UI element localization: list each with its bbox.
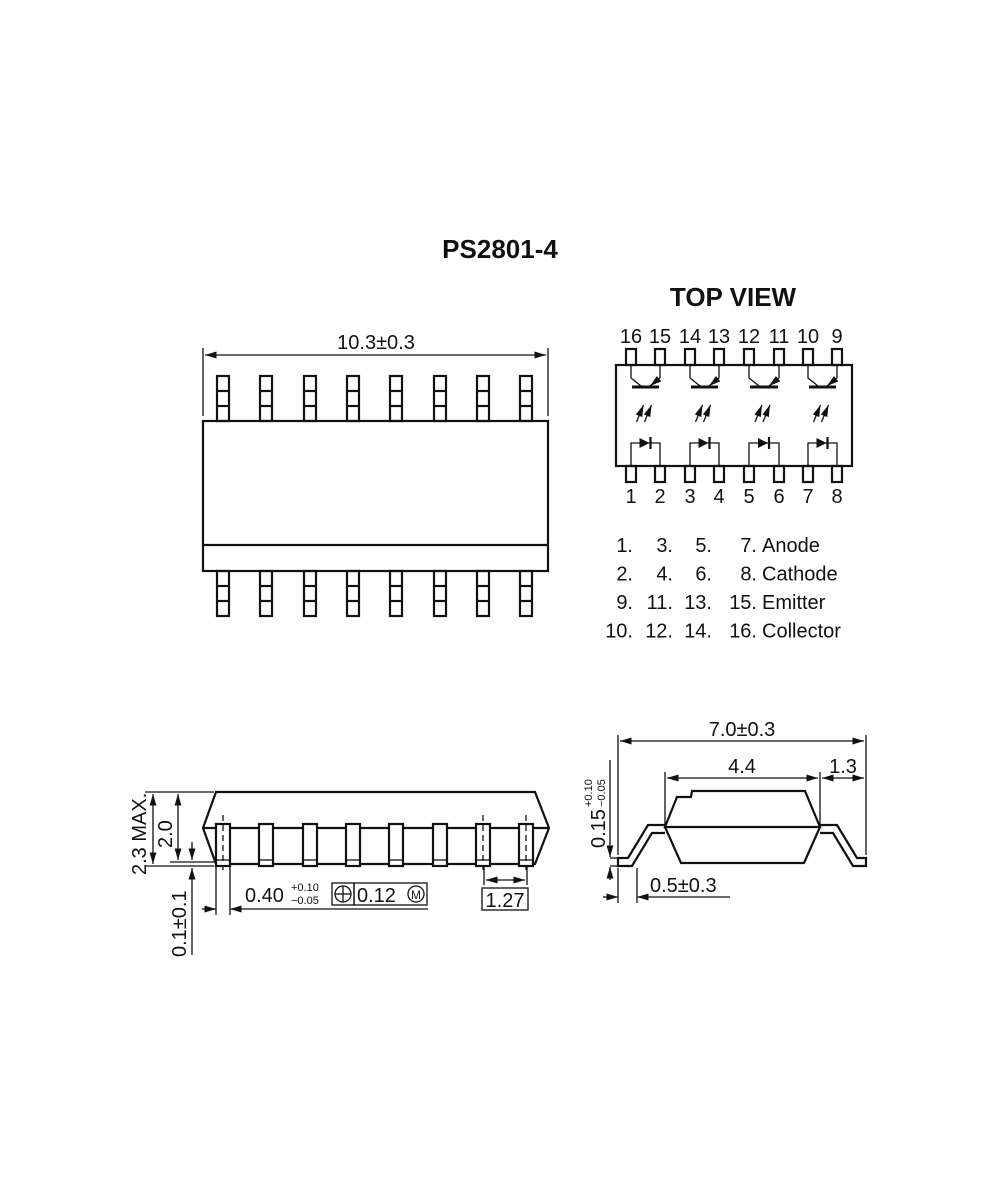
side-lead bbox=[389, 824, 403, 866]
pin-number: 13. bbox=[684, 592, 712, 614]
pin-number: 12. bbox=[645, 620, 673, 643]
package-pin bbox=[477, 376, 489, 421]
bottom-pin bbox=[714, 466, 724, 482]
part-title: PS2801-4 bbox=[442, 234, 558, 264]
top-pin bbox=[744, 349, 754, 365]
light-arrows-icon bbox=[814, 405, 829, 422]
side-lead bbox=[519, 815, 533, 870]
pin-legend bbox=[605, 535, 841, 643]
side-lead bbox=[303, 824, 317, 866]
optocoupler-channel bbox=[749, 365, 779, 466]
pin-number: 4. bbox=[656, 563, 673, 586]
package-top-outline bbox=[203, 348, 548, 616]
side-lead bbox=[433, 824, 447, 866]
lead-thickness-plus: +0.10 bbox=[583, 779, 595, 807]
phototransistor-icon bbox=[631, 365, 660, 387]
position-modifier: M bbox=[411, 888, 421, 902]
top-pin bbox=[774, 349, 784, 365]
package-pin bbox=[520, 571, 532, 616]
led-diode-icon bbox=[690, 437, 719, 466]
phototransistor-icon bbox=[690, 365, 719, 387]
pin-number: 16. bbox=[729, 620, 757, 643]
top-view-title: TOP VIEW bbox=[669, 282, 797, 312]
optocoupler-channel bbox=[808, 365, 837, 466]
pin-number: 5. bbox=[695, 535, 712, 557]
package-pin bbox=[260, 571, 272, 616]
top-pin-number: 11 bbox=[768, 326, 790, 348]
package-pin bbox=[390, 571, 402, 616]
top-pin-number: 12 bbox=[737, 326, 761, 348]
pin-number: 2. bbox=[616, 563, 633, 586]
phototransistor-icon bbox=[808, 365, 837, 387]
package-pin bbox=[390, 376, 402, 421]
bottom-pin-number: 7 bbox=[802, 486, 814, 508]
lead-width-minus: −0.05 bbox=[291, 895, 319, 907]
top-pin-number: 14 bbox=[678, 326, 702, 348]
top-pin bbox=[626, 349, 636, 365]
package-pin bbox=[217, 376, 229, 421]
pin-legend-row bbox=[605, 621, 841, 643]
top-pin-number: 9 bbox=[831, 326, 843, 348]
pin-legend-row bbox=[616, 564, 837, 586]
top-view-schematic bbox=[616, 326, 852, 508]
bottom-pin-number: 4 bbox=[713, 486, 725, 508]
led-diode-icon bbox=[749, 437, 779, 466]
pin-number: 7. bbox=[740, 535, 757, 557]
top-pin-number: 16 bbox=[619, 326, 643, 348]
bottom-pin bbox=[774, 466, 784, 482]
overall-width-dim: 7.0±0.3 bbox=[708, 719, 776, 741]
position-tolerance: 0.12 bbox=[357, 885, 396, 907]
bottom-pin bbox=[744, 466, 754, 482]
package-pin bbox=[347, 376, 359, 421]
pin-number: 3. bbox=[656, 535, 673, 557]
body-width-dim: 4.4 bbox=[728, 756, 756, 778]
light-arrows-icon bbox=[637, 405, 652, 422]
pitch-dim: 1.27 bbox=[485, 890, 525, 912]
package-pin bbox=[260, 376, 272, 421]
bottom-pin bbox=[655, 466, 665, 482]
side-lead bbox=[346, 824, 360, 866]
pin-number: 8. bbox=[740, 563, 757, 586]
height-max-dim: 2.3 MAX. bbox=[129, 792, 151, 875]
package-pin bbox=[477, 571, 489, 616]
top-pin bbox=[832, 349, 842, 365]
pin-number: 6. bbox=[695, 563, 712, 586]
top-pin bbox=[803, 349, 813, 365]
lead-thickness-minus: −0.05 bbox=[596, 779, 608, 807]
standoff-dim: 0.1±0.1 bbox=[169, 890, 191, 957]
optocoupler-channel bbox=[631, 365, 660, 466]
package-pin bbox=[217, 571, 229, 616]
phototransistor-icon bbox=[749, 365, 779, 387]
optocoupler-channel bbox=[690, 365, 719, 466]
lead-thickness-dim: 0.15 bbox=[588, 809, 610, 848]
pin-number: 11. bbox=[646, 592, 673, 614]
pin-number: 10. bbox=[605, 620, 633, 643]
pin-number: 14. bbox=[684, 620, 712, 643]
package-pin bbox=[520, 376, 532, 421]
pin-function: Anode bbox=[762, 535, 820, 557]
pin-function: Collector bbox=[762, 620, 841, 643]
bottom-pin-number: 8 bbox=[831, 486, 843, 508]
bottom-pin-number: 5 bbox=[743, 486, 755, 508]
led-diode-icon bbox=[808, 437, 837, 466]
package-pin bbox=[434, 571, 446, 616]
pin-legend-row bbox=[616, 592, 825, 614]
lead-length-dim: 1.3 bbox=[829, 756, 857, 778]
bottom-pin-number: 6 bbox=[773, 486, 785, 508]
length-dim: 10.3±0.3 bbox=[337, 332, 415, 354]
package-pin bbox=[304, 376, 316, 421]
pin-number: 1. bbox=[616, 535, 633, 557]
pin-number: 15. bbox=[729, 592, 757, 614]
top-pin-number: 15 bbox=[648, 326, 672, 348]
top-pin bbox=[685, 349, 695, 365]
bottom-pin bbox=[685, 466, 695, 482]
side-lead bbox=[216, 815, 230, 870]
side-lead bbox=[476, 815, 490, 870]
lead-width-plus: +0.10 bbox=[291, 882, 319, 894]
pin-legend-row bbox=[616, 535, 820, 557]
bottom-pin-number: 3 bbox=[684, 486, 696, 508]
bottom-pin-number: 1 bbox=[625, 486, 637, 508]
pin-function: Emitter bbox=[762, 592, 826, 614]
bottom-pin bbox=[626, 466, 636, 482]
bottom-pin bbox=[832, 466, 842, 482]
package-pin bbox=[347, 571, 359, 616]
foot-length-dim: 0.5±0.3 bbox=[650, 875, 717, 897]
side-lead bbox=[259, 824, 273, 866]
top-pin bbox=[655, 349, 665, 365]
pin-function: Cathode bbox=[762, 563, 838, 586]
lead-width-dim: 0.40 bbox=[245, 885, 284, 907]
bottom-pin bbox=[803, 466, 813, 482]
side-view bbox=[145, 792, 549, 955]
bottom-pin-number: 2 bbox=[654, 486, 666, 508]
pin-number: 9. bbox=[616, 592, 633, 614]
body-height-dim: 2.0 bbox=[155, 820, 177, 848]
led-diode-icon bbox=[631, 437, 660, 466]
package-pin bbox=[434, 376, 446, 421]
top-pin-number: 10 bbox=[796, 326, 820, 348]
top-pin-number: 13 bbox=[707, 326, 731, 348]
package-pin bbox=[304, 571, 316, 616]
light-arrows-icon bbox=[755, 405, 770, 422]
light-arrows-icon bbox=[696, 405, 711, 422]
top-pin bbox=[714, 349, 724, 365]
